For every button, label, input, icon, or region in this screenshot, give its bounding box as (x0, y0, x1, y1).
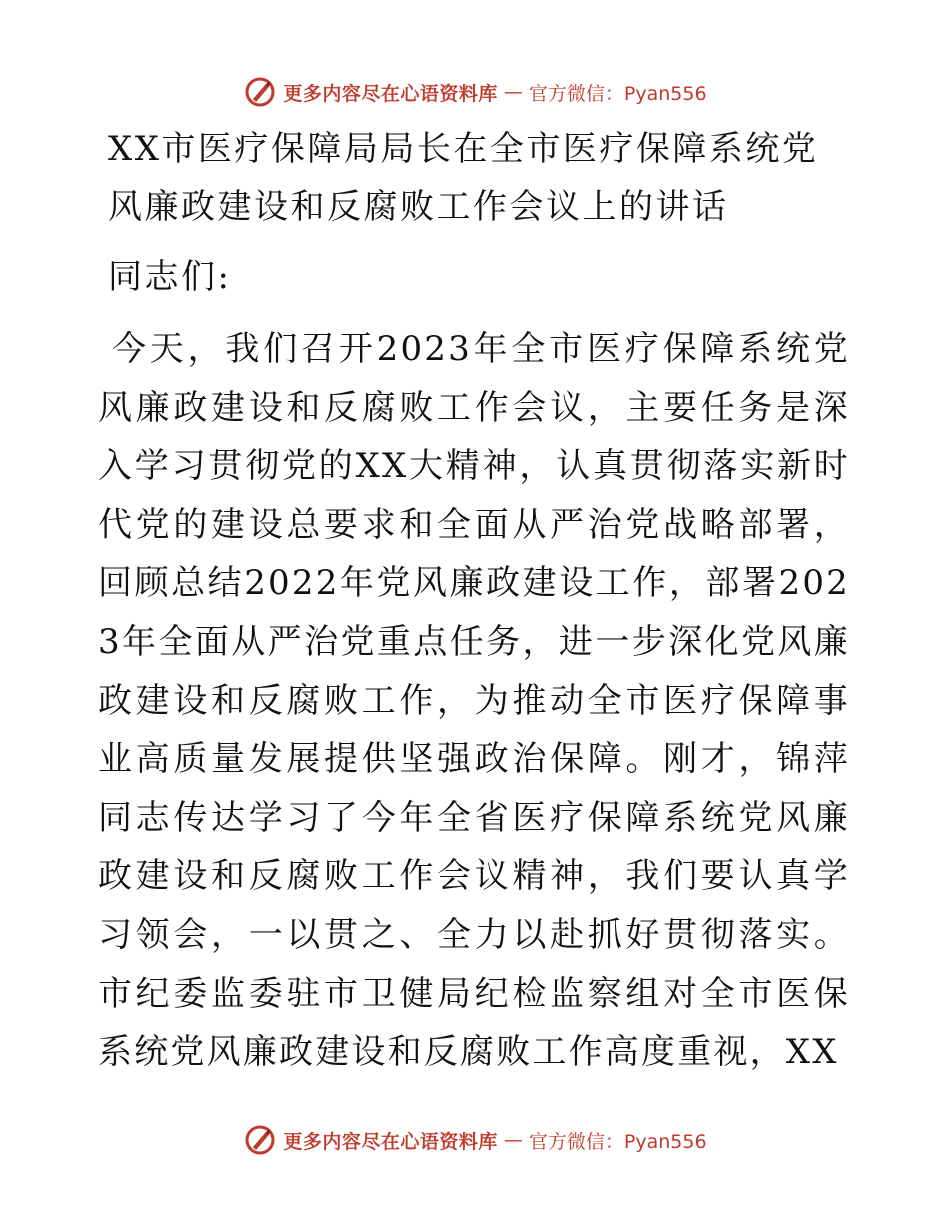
document-body (98, 120, 850, 1082)
watermark-separator: — (503, 1129, 523, 1151)
footer-watermark (0, 1120, 950, 1160)
watermark-contact: 官方微信：Pyan556 (528, 82, 707, 105)
document-title: XX市医疗保障局局长在全市医疗保障系统党风廉政建设和反腐败工作会议上的讲话 (108, 129, 819, 227)
pen-logo-icon (243, 75, 277, 109)
pen-logo-icon (243, 1123, 277, 1157)
watermark-text: 更多内容尽在心语资料库 (283, 1130, 498, 1153)
watermark-contact: 官方微信：Pyan556 (528, 1130, 707, 1153)
watermark-text: 更多内容尽在心语资料库 (283, 82, 498, 105)
body-paragraph: 今天，我们召开2023年全市医疗保障系统党风廉政建设和反腐败工作会议，主要任务是深入学习贯彻党的XX大精神，认真贯彻落实新时代党的建设总要求和全面从严治党战略部署，回顾总结2022年党风廉政建设工作，部署2023年全面从严治党重点任务，进一步深化党风廉政建设和反腐败工作，为推动全市医疗保障事业高质量发展提供坚强政治保障。刚才，锦萍同志传达学习了今年全省医疗保障系统党风廉政建设和反腐败工作会议精神，我们要认真学习领会，一以贯之、全力以赴抓好贯彻落实。市纪委监委驻市卫健局纪检监察组对全市医保系统党风廉政建设和反腐败工作高度重视，XX (98, 329, 850, 1073)
salutation: 同志们: (108, 257, 232, 297)
watermark-separator: — (503, 81, 523, 103)
header-watermark (0, 72, 950, 112)
